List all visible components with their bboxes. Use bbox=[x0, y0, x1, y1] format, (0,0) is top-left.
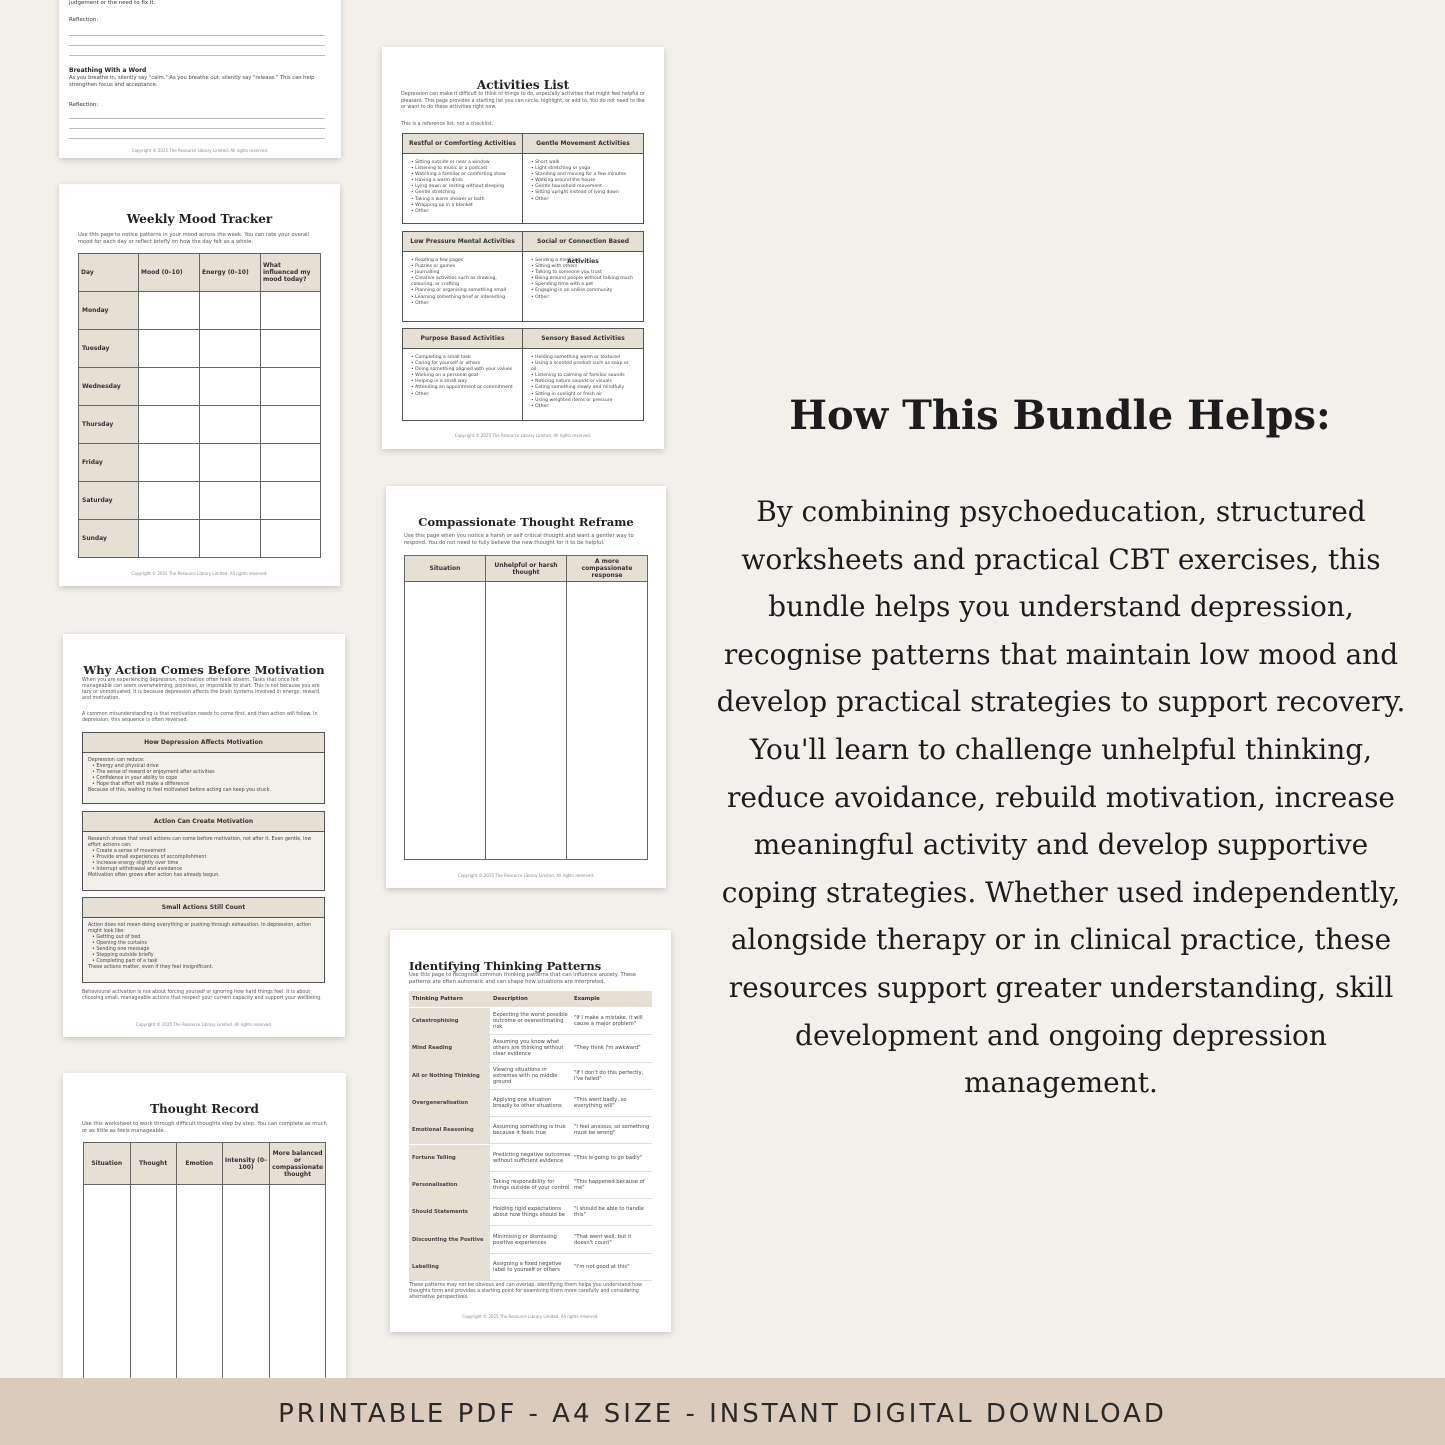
thinking-intro: Use this page to recognise common thinking patterns that can influence anxiety. These patterns are often automatic and can shape how situations are interpreted. bbox=[409, 972, 637, 985]
mindfulness-top-line: judgement or the need to fix it. bbox=[69, 0, 156, 6]
breathing-text: As you breathe in, silently say "calm." As you breathe out, silently say "release." This can help strengthen focus and acceptance. bbox=[69, 75, 315, 88]
mood-cell[interactable] bbox=[139, 406, 200, 444]
box3-item: • Opening the curtains bbox=[92, 941, 319, 947]
activity-list bbox=[403, 349, 522, 404]
box-depression-motivation bbox=[82, 732, 325, 804]
activity-item: • Journalling bbox=[411, 270, 514, 276]
copyright: Copyright © 2025 The Resource Library Limited. All rights reserved. bbox=[462, 1314, 599, 1319]
activity-item: • Reading a few pages bbox=[411, 258, 514, 264]
influence-cell[interactable] bbox=[261, 368, 321, 406]
activity-item: • Listening to music or a podcast bbox=[411, 166, 514, 172]
description-paragraph: By combining psychoeducation, structured worksheets and practical CBT exercises, this bundle helps you understand depression, recognise patterns that maintain low mood and develop practical strategies to support recovery. You'll learn to challenge unhelpful thinking, reduce avoidance, rebuild motivation, increase meaningful activity and develop supportive coping strategies. Whether used independently, alongside therapy or in clinical practice, these resources support greater understanding, skill development and ongoing depression management. bbox=[716, 495, 1406, 1100]
box-title: Sensory Based Activities bbox=[523, 329, 643, 349]
entry-cell[interactable] bbox=[222, 1185, 269, 1385]
col-pattern: Thinking Pattern bbox=[412, 996, 463, 1002]
copyright: Copyright © 2025 The Resource Library Limited. All rights reserved. bbox=[131, 571, 268, 576]
table-row bbox=[409, 1117, 652, 1144]
box3-item: • Stepping outside briefly bbox=[92, 953, 319, 959]
activity-item: • Noticing nature sounds or visuals bbox=[531, 379, 635, 385]
activity-item: • Sitting in sunlight or fresh air bbox=[531, 392, 635, 398]
activity-item: • Taking a warm shower or bath bbox=[411, 197, 514, 203]
thought-record-worksheet bbox=[63, 1073, 346, 1393]
example-cell: "This went badly, so everything will" bbox=[574, 1097, 627, 1110]
table-row bbox=[409, 1063, 652, 1090]
box1-item: • Confidence in your ability to cope bbox=[92, 776, 319, 782]
copyright: Copyright © 2025 The Resource Library Limited. All rights reserved. bbox=[457, 873, 595, 878]
energy-cell[interactable] bbox=[200, 330, 261, 368]
col-compassionate: A more compassionate response bbox=[567, 556, 648, 582]
example-cell: "I'm not good at this" bbox=[574, 1263, 630, 1270]
influence-cell[interactable] bbox=[261, 444, 321, 482]
reframe-worksheet bbox=[386, 486, 666, 888]
activity-item: • Other: bbox=[531, 197, 635, 203]
influence-cell[interactable] bbox=[261, 406, 321, 444]
reflection-label: Reflection: bbox=[69, 17, 99, 23]
pattern-cell: Discounting the Positive bbox=[409, 1226, 490, 1252]
activity-box-movement bbox=[522, 133, 644, 224]
table-row bbox=[409, 1035, 652, 1062]
influence-cell[interactable] bbox=[261, 520, 321, 558]
box2-tail: Motivation often grows after action has already begun. bbox=[88, 873, 220, 878]
activities-intro: Depression can make it difficult to think of things to do, especially activities that might feel helpful or pleasant. This page provides a starting list you can circle, highlight, or add to. You do not need to like or want to do these activities right now. bbox=[401, 92, 645, 110]
motivation-worksheet bbox=[63, 634, 345, 1037]
example-cell: "That went well, but it doesn't count" bbox=[574, 1233, 632, 1246]
entry-cell[interactable] bbox=[176, 1185, 222, 1385]
pattern-cell: Emotional Reasoning bbox=[409, 1117, 490, 1143]
activity-item: • Sitting upright instead of lying down bbox=[531, 190, 635, 196]
activity-item: • Using a scented product such as soap or oil bbox=[531, 361, 635, 373]
entry-cell[interactable] bbox=[567, 582, 648, 860]
activities-note: This is a reference list, not a checklist. bbox=[401, 122, 494, 127]
motivation-footer-text: Behavioural activation is not about forcing yourself or ignoring how hard things feel. It is about choosing small, manageable actions that respect your current capacity and support your wellbeing. bbox=[82, 990, 322, 1001]
table-row bbox=[409, 1145, 652, 1172]
example-cell: "This is going to go badly" bbox=[574, 1154, 643, 1161]
activity-item: • Lying down or resting without sleeping bbox=[411, 184, 514, 190]
activity-list bbox=[403, 154, 522, 221]
box2-item: • Create a sense of movement bbox=[92, 849, 319, 855]
activity-item: • Other: bbox=[411, 209, 514, 215]
example-cell: "I should be able to handle this" bbox=[574, 1206, 644, 1219]
box2-item: • Interrupt withdrawal and avoidance bbox=[92, 867, 319, 873]
influence-cell[interactable] bbox=[261, 482, 321, 520]
col-intensity: Intensity (0–100) bbox=[222, 1143, 269, 1185]
activity-item: • Caring for yourself or others bbox=[411, 361, 514, 367]
mood-cell[interactable] bbox=[139, 444, 200, 482]
box3-item: • Completing part of a task bbox=[92, 959, 319, 965]
activity-item: • Sitting with others bbox=[531, 264, 635, 270]
reflection-label-2: Reflection: bbox=[69, 102, 99, 108]
entry-cell[interactable] bbox=[486, 582, 567, 860]
thinking-table-header bbox=[409, 991, 652, 1007]
activity-item: • Sitting outside or near a window bbox=[411, 160, 514, 166]
description-cell: Holding rigid expectations about how things should be bbox=[493, 1206, 565, 1219]
energy-cell[interactable] bbox=[200, 520, 261, 558]
breathing-title: Breathing With a Word bbox=[69, 67, 147, 74]
table-row bbox=[409, 1172, 652, 1199]
activity-item: • Other: bbox=[411, 392, 514, 398]
col-thought: Thought bbox=[130, 1143, 176, 1185]
activity-item: • Other: bbox=[531, 404, 635, 410]
activity-item: • Listening to calming or familiar sounds bbox=[531, 373, 635, 379]
activity-item: • Using weighted items or pressure bbox=[531, 398, 635, 404]
description-cell: Applying one situation broadly to other situations bbox=[493, 1097, 562, 1110]
pattern-cell: Labelling bbox=[409, 1254, 490, 1280]
energy-cell[interactable] bbox=[200, 444, 261, 482]
pattern-cell: All or Nothing Thinking bbox=[409, 1063, 490, 1089]
pattern-cell: Should Statements bbox=[409, 1199, 490, 1225]
day-label: Saturday bbox=[79, 482, 139, 520]
description-cell: Expecting the worst possible outcome or overestimating risk bbox=[493, 1012, 568, 1031]
mood-cell[interactable] bbox=[139, 330, 200, 368]
entry-cell[interactable] bbox=[84, 1185, 131, 1385]
activity-item: • Puzzles or games bbox=[411, 264, 514, 270]
activity-list bbox=[403, 252, 522, 313]
mood-cell[interactable] bbox=[139, 292, 200, 330]
reframe-intro: Use this page when you notice a harsh or self critical thought and want a gentler way to respond. You do not need to fully believe the new thought for it to be helpful. bbox=[404, 533, 634, 546]
col-harsh-thought: Unhelpful or harsh thought bbox=[486, 556, 567, 582]
box2-title: Action Can Create Motivation bbox=[83, 812, 324, 832]
box2-item: • Provide small experiences of accomplishment bbox=[92, 855, 319, 861]
box-action-motivation bbox=[82, 811, 325, 891]
activity-item: • Eating something slowly and mindfully bbox=[531, 385, 635, 391]
entry-cell[interactable] bbox=[405, 582, 486, 860]
activity-item: • Engaging in an online community bbox=[531, 288, 635, 294]
activities-worksheet bbox=[382, 47, 664, 449]
col-balanced: More balanced or compassionate thought bbox=[270, 1143, 326, 1185]
activity-box-sensory bbox=[522, 328, 644, 421]
activity-item: • Being around people without talking much bbox=[531, 276, 635, 282]
activity-item: • Other: bbox=[531, 295, 635, 301]
example-cell: "This happened because of me" bbox=[574, 1178, 645, 1191]
box3-tail: These actions matter, even if they feel insignificant. bbox=[88, 965, 214, 970]
copyright: Copyright © 2025 The Resource Library Limited. All rights reserved. bbox=[454, 433, 592, 438]
energy-cell[interactable] bbox=[200, 406, 261, 444]
thinking-footer-text: These patterns may not be obvious and can overlap. Identifying them helps you understand how thoughts form and provides a starting point for examining them more carefully and considering alternative perspectives. bbox=[409, 1283, 643, 1301]
activity-item: • Walking around the house bbox=[531, 178, 635, 184]
box3-item: • Getting out of bed bbox=[92, 935, 319, 941]
activities-title: Activities List bbox=[476, 78, 570, 92]
day-label: Sunday bbox=[79, 520, 139, 558]
box-title: Gentle Movement Activities bbox=[523, 134, 643, 154]
footer-text: PRINTABLE PDF - A4 SIZE - INSTANT DIGITAL DOWNLOAD bbox=[278, 1399, 1167, 1429]
activity-item: • Wrapping up in a blanket bbox=[411, 203, 514, 209]
mood-tracker-intro: Use this page to notice patterns in your mood across the week. You can rate your overall mood for each day or reflect briefly on how the day felt as a whole. bbox=[78, 232, 310, 245]
activity-item: • Watching a familiar or comforting show bbox=[411, 172, 514, 178]
activity-box-mental bbox=[402, 231, 523, 322]
motivation-intro-2: A common misunderstanding is that motivation needs to come first, and then action will follow. In depression, this sequence is often reversed. bbox=[82, 712, 318, 723]
mood-cell[interactable] bbox=[139, 520, 200, 558]
activity-item: • Having a warm drink bbox=[411, 178, 514, 184]
box-title: Purpose Based Activities bbox=[403, 329, 522, 349]
box-title: Low Pressure Mental Activities bbox=[403, 232, 522, 252]
day-label: Thursday bbox=[79, 406, 139, 444]
activity-item: • Standing and moving for a few minutes bbox=[531, 172, 635, 178]
pattern-cell: Overgeneralisation bbox=[409, 1090, 490, 1116]
table-row bbox=[409, 1090, 652, 1117]
pattern-cell: Fortune Telling bbox=[409, 1145, 490, 1171]
box1-item: • Hope that effort will make a difference bbox=[92, 782, 319, 788]
col-example: Example bbox=[574, 996, 600, 1002]
box1-item: • Energy and physical drive bbox=[92, 764, 319, 770]
activity-box-restful bbox=[402, 133, 523, 224]
activity-item: • Doing something aligned with your values bbox=[411, 367, 514, 373]
copyright: Copyright © 2025 The Resource Library Limited. All rights reserved. bbox=[135, 1022, 273, 1027]
mood-tracker-title: Weekly Mood Tracker bbox=[126, 212, 273, 226]
table-row bbox=[409, 1008, 652, 1035]
pattern-cell: Catastrophising bbox=[409, 1008, 490, 1034]
col-mood: Mood (0–10) bbox=[139, 254, 200, 292]
activity-item: • Talking to someone you trust bbox=[531, 270, 635, 276]
activity-item: • Gentle household movement bbox=[531, 184, 635, 190]
box1-lead: Depression can reduce: bbox=[88, 758, 145, 763]
table-row bbox=[409, 1226, 652, 1253]
col-influence: What influenced my mood today? bbox=[261, 254, 321, 292]
activity-item: • Creative activities such as drawing, colouring, or crafting bbox=[411, 276, 514, 288]
example-cell: "They think I'm awkward" bbox=[574, 1045, 641, 1052]
pattern-cell: Personalisation bbox=[409, 1172, 490, 1198]
energy-cell[interactable] bbox=[200, 482, 261, 520]
description-cell: Viewing situations in extremes with no middle ground bbox=[493, 1066, 558, 1085]
mood-tracker-worksheet bbox=[59, 184, 340, 586]
pattern-cell: Mind Reading bbox=[409, 1035, 490, 1061]
mood-tracker-table bbox=[78, 253, 321, 558]
table-row bbox=[409, 1199, 652, 1226]
activity-item: • Working on a personal goal bbox=[411, 373, 514, 379]
box-title: Social or Connection Based Activities bbox=[523, 232, 643, 252]
col-day: Day bbox=[79, 254, 139, 292]
col-emotion: Emotion bbox=[176, 1143, 222, 1185]
activity-item: • Short walk bbox=[531, 160, 635, 166]
col-situation: Situation bbox=[84, 1143, 131, 1185]
description-cell: Assigning a fixed negative label to yourself or others bbox=[493, 1260, 562, 1273]
box3-title: Small Actions Still Count bbox=[83, 898, 324, 918]
activity-box-social bbox=[522, 231, 644, 322]
activity-item: • Light stretching or yoga bbox=[531, 166, 635, 172]
description-cell: Minimising or dismissing positive experiences bbox=[493, 1233, 557, 1246]
day-label: Monday bbox=[79, 292, 139, 330]
thought-record-title: Thought Record bbox=[150, 1102, 259, 1116]
activity-box-purpose bbox=[402, 328, 523, 421]
col-description: Description bbox=[493, 996, 528, 1002]
description-cell: Assuming you know what others are thinking without clear evidence bbox=[493, 1039, 564, 1058]
day-label: Wednesday bbox=[79, 368, 139, 406]
entry-cell[interactable] bbox=[270, 1185, 326, 1385]
thought-record-intro: Use this worksheet to work through difficult thoughts step by step. You can complete as much or as little as feels manageable. bbox=[82, 1121, 327, 1134]
example-cell: "If I don't do this perfectly, I've failed" bbox=[574, 1069, 644, 1082]
headline: How This Bundle Helps: bbox=[789, 392, 1331, 439]
reframe-title: Compassionate Thought Reframe bbox=[418, 515, 634, 529]
box1-item: • The sense of reward or enjoyment after activities bbox=[92, 770, 319, 776]
box1-title: How Depression Affects Motivation bbox=[83, 733, 324, 753]
activity-item: • Other: bbox=[411, 301, 514, 307]
reframe-table bbox=[404, 555, 648, 860]
box2-lead: Research shows that small actions can come before motivation, not after it. Even gentle, low effort actions can: bbox=[88, 837, 312, 848]
motivation-title: Why Action Comes Before Motivation bbox=[83, 663, 325, 677]
table-row bbox=[409, 1254, 652, 1281]
activity-item: • Learning something brief or interesting bbox=[411, 295, 514, 301]
description-cell: Assuming something is true because it feels true bbox=[493, 1124, 566, 1137]
col-situation: Situation bbox=[405, 556, 486, 582]
activity-item: • Helping in a small way bbox=[411, 379, 514, 385]
thinking-title: Identifying Thinking Patterns bbox=[409, 959, 602, 973]
example-cell: "If I make a mistake, it will cause a major problem" bbox=[574, 1015, 643, 1028]
box-title: Restful or Comforting Activities bbox=[403, 134, 522, 154]
influence-cell[interactable] bbox=[261, 330, 321, 368]
mindfulness-worksheet bbox=[59, 0, 341, 158]
copyright: Copyright © 2025 The Resource Library Limited. All rights reserved. bbox=[131, 148, 269, 153]
footer-banner bbox=[0, 1378, 1445, 1445]
example-cell: "I feel anxious, so something must be wrong" bbox=[574, 1124, 650, 1137]
mood-cell[interactable] bbox=[139, 482, 200, 520]
activity-item: • Sending a message bbox=[531, 258, 635, 264]
thinking-patterns-worksheet bbox=[390, 930, 671, 1332]
day-label: Tuesday bbox=[79, 330, 139, 368]
description-cell: Taking responsibility for things outside of your control bbox=[493, 1178, 570, 1191]
box-small-actions bbox=[82, 897, 325, 983]
col-energy: Energy (0–10) bbox=[200, 254, 261, 292]
activity-item: • Planning or organising something small bbox=[411, 288, 514, 294]
box2-item: • Increase energy slightly over time bbox=[92, 861, 319, 867]
description-cell: Predicting negative outcomes without sufficient evidence bbox=[493, 1151, 571, 1164]
motivation-intro: When you are experiencing depression, motivation often feels absent. Tasks that once felt manageable can seem overwhelming, pointless, or impossible to start. This is not because you are lazy or unmotivated. It is because depression affects the brain systems involved in energy, reward, and motivation. bbox=[82, 678, 321, 701]
box1-tail: Because of this, waiting to feel motivated before acting can keep you stuck. bbox=[88, 788, 271, 793]
activity-item: • Spending time with a pet bbox=[531, 282, 635, 288]
activity-item: • Completing a small task bbox=[411, 355, 514, 361]
entry-cell[interactable] bbox=[130, 1185, 176, 1385]
thought-record-table bbox=[83, 1142, 326, 1385]
box3-lead: Action does not mean doing everything or pushing through exhaustion. In depression, action might look like: bbox=[88, 923, 312, 934]
box3-item: • Sending one message bbox=[92, 947, 319, 953]
influence-cell[interactable] bbox=[261, 292, 321, 330]
activity-list bbox=[523, 349, 643, 416]
activity-list bbox=[523, 154, 643, 209]
activity-item: • Gentle stretching bbox=[411, 190, 514, 196]
energy-cell[interactable] bbox=[200, 292, 261, 330]
activity-item: • Attending an appointment or commitment bbox=[411, 385, 514, 391]
mood-cell[interactable] bbox=[139, 368, 200, 406]
activity-item: • Holding something warm or textured bbox=[531, 355, 635, 361]
day-label: Friday bbox=[79, 444, 139, 482]
energy-cell[interactable] bbox=[200, 368, 261, 406]
